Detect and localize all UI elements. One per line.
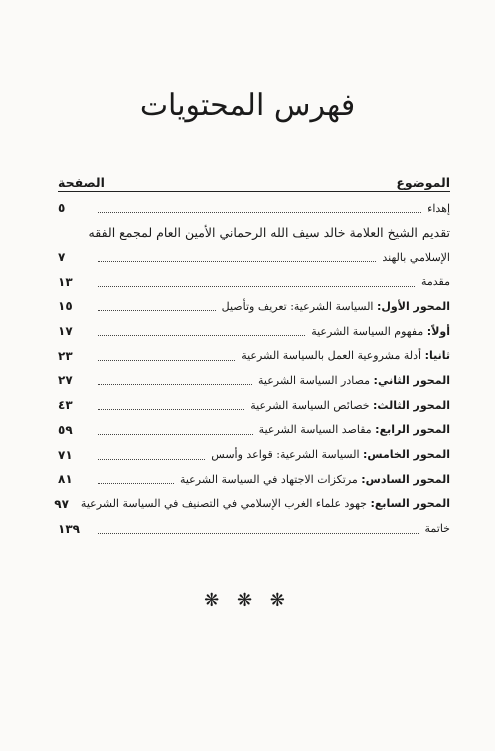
leader-dots (98, 482, 174, 484)
leader-dots (98, 383, 252, 385)
toc-list (54, 196, 450, 541)
leader-dots (98, 532, 419, 534)
entry-page: ٥٩ (58, 422, 73, 437)
toc-entry (58, 516, 450, 541)
toc-entry (58, 343, 450, 368)
toc-entry (58, 221, 450, 245)
entry-label: أولاً: مفهوم السياسة الشرعية (311, 324, 450, 338)
ornament-stars: ❋ ❋ ❋ (204, 590, 291, 611)
toc-header (58, 160, 450, 190)
entry-label: إهداء (427, 201, 450, 215)
entry-page: ١٧ (58, 324, 73, 339)
toc-entry (58, 393, 450, 418)
leader-dots (98, 260, 376, 262)
toc-entry (58, 245, 450, 270)
entry-page: ٧١ (58, 447, 73, 462)
entry-label: المحور الخامس: السياسة الشرعية: قواعد وأسس (211, 448, 450, 462)
entry-page: ١٥ (58, 299, 73, 314)
toc-entry (58, 368, 450, 393)
entry-label: خاتمة (424, 522, 450, 536)
toc-entry (58, 418, 450, 443)
leader-dots (98, 309, 216, 311)
entry-page: ٤٣ (58, 398, 73, 413)
toc-entry (58, 294, 450, 319)
page-column-header: الصفحة (58, 175, 105, 190)
entry-label: المحور الأول: السياسة الشرعية: تعريف وتأصيل (221, 299, 450, 313)
entry-label: المحور الثالث: خصائص السياسة الشرعية (250, 398, 450, 412)
entry-label: مقدمة (420, 275, 450, 289)
entry-page: ٢٧ (58, 373, 73, 388)
entry-label: المحور السادس: مرتكزات الاجتهاد في السياسة الشرعية (179, 472, 450, 486)
entry-label: الإسلامي بالهند (382, 250, 450, 264)
toc-entry (54, 492, 450, 517)
entry-label: المحور السابع: جهود علماء الغرب الإسلامي في التصنيف في السياسة الشرعية (80, 497, 450, 511)
entry-label: تقديم الشيخ العلامة خالد سيف الله الرحماني الأمين العام لمجمع الفقه (88, 225, 450, 241)
leader-dots (98, 433, 253, 435)
header-rule (58, 191, 450, 192)
entry-page: ٨١ (58, 472, 73, 487)
entry-page: ٥ (58, 201, 66, 216)
toc-entry (58, 196, 450, 221)
toc-entry (58, 319, 450, 344)
entry-label: المحور الثاني: مصادر السياسة الشرعية (257, 373, 450, 387)
entry-page: ٩٧ (54, 496, 69, 511)
leader-dots (98, 458, 205, 460)
entry-page: ٧ (58, 250, 66, 265)
entry-page: ١٣ (58, 274, 73, 289)
toc-entry (58, 442, 450, 467)
entry-label: المحور الرابع: مقاصد السياسة الشرعية (258, 423, 450, 437)
entry-label: ثانيا: أدلة مشروعية العمل بالسياسة الشرعية (241, 349, 450, 363)
entry-page: ٢٣ (58, 348, 73, 363)
toc-entry (58, 467, 450, 492)
leader-dots (98, 211, 421, 213)
entry-page: ١٣٩ (58, 521, 80, 536)
topic-column-header: الموضوع (396, 175, 450, 190)
leader-dots (98, 285, 415, 287)
page-title: فهرس المحتويات (139, 88, 356, 123)
leader-dots (98, 334, 305, 336)
toc-entry (58, 269, 450, 294)
leader-dots (98, 359, 235, 361)
leader-dots (98, 408, 244, 410)
